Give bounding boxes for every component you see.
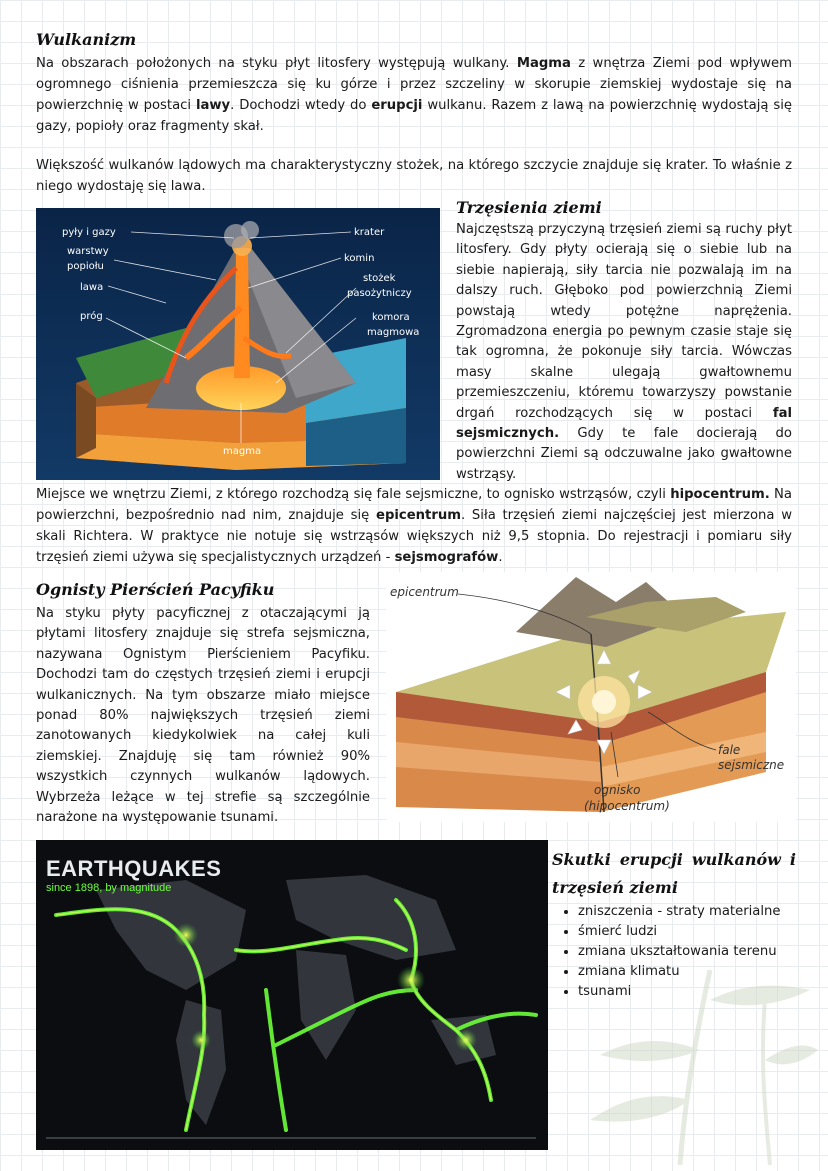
- term-hipocentrum: hipocentrum.: [670, 487, 770, 502]
- label-pyly-i-gazy: pyły i gazy: [62, 227, 116, 238]
- term-epicentrum: epicentrum: [376, 508, 461, 523]
- label-lawa: lawa: [80, 282, 104, 293]
- term-fale-sejsmiczne: fal sejsmicznych.: [456, 405, 792, 442]
- earthquake-diagram: [386, 572, 796, 822]
- term-lawa: lawy: [195, 98, 231, 113]
- label-epicentrum: epicentrum: [390, 585, 459, 599]
- label-krater: krater: [354, 227, 385, 238]
- earthquakes-map: [36, 840, 548, 1150]
- volcanism-title: Wulkanizm: [36, 30, 137, 49]
- label-prog: próg: [80, 311, 103, 322]
- text-span: Na obszarach położonych na styku płyt litosfery występują wulkany.: [36, 56, 517, 71]
- label-hipocentrum: (hipocentrum): [584, 799, 670, 813]
- text-span: Gdy te fale docierają do powierzchni Ziemi są odczuwalne jako gwałtowne wstrząsy.: [456, 426, 792, 482]
- text-span: .: [498, 550, 503, 565]
- text-span: Najczęstszą przyczyną trzęsień ziemi są ruchy płyt litosfery. Gdy płyty ocierają się o siebie lub na siebie napierają, siły tarcia nie pozwalają im na dalszy ruch. Głęboko pod powierzchnią Ziemi powstają wtedy potężne naprężenia. Zgromadzona energia po pewnym czasie staje się tak ogromna, że pokonuje siły tarcia. Wówczas masy skalne ulegają gwałtownemu przemieszczeniu, któremu towarzyszy powstanie drgań rozchodzących się w postaci: [456, 222, 792, 421]
- label-stozek: stożek: [363, 273, 396, 284]
- label-popiolu: popiołu: [67, 261, 104, 272]
- list-item: • śmierć ludzi: [578, 922, 818, 942]
- volcanism-paragraph-1: [36, 53, 792, 137]
- text-span: z wnętrza Ziemi pod wpływem ogromnego ciśnienia przemieszcza się ku górze i przez szczeliny w skorupie ziemskiej wydostaje się na powierzchnię w postaci: [36, 56, 792, 113]
- map-subtitle: since 1898, by magnitude: [46, 882, 172, 894]
- text-span: . Dochodzi wtedy do: [230, 98, 372, 113]
- text-span: Na powierzchni, bezpośrednio nad nim, znajduje się: [36, 487, 792, 523]
- label-ognisko: ognisko: [594, 783, 641, 797]
- text-span: . Siła trzęsień ziemi najczęściej jest mierzona w skali Richtera. W praktyce nie notuje się wstrząsów większych niż 9,5 stopnia. Do rejestracji i pomiaru siły trzęsień ziemi używa się specjalistycznych urządzeń -: [36, 508, 793, 565]
- ring-of-fire-paragraph: Na styku płyty pacyficznej z otaczającymi ją płytami litosfery znajduje się strefa sejsmiczna, nazywana Ognistym Pierścieniem Pacyfiku. Dochodzi tam do częstych trzęsień ziemi i erupcji wulkanicznych. Na tym obszarze miało miejsce ponad 80% największych trzęsień ziemi zanotowanych kiedykolwiek na całej kuli ziemskiej. Znajduję się tam również 90% wszystkich czynnych wulkanów lądowych. Wybrzeża leżące w tej strefie są szczególnie narażone na występowanie tsunami.: [36, 606, 370, 826]
- label-magmowa: magmowa: [367, 327, 420, 338]
- earthquakes-title: Trzęsienia ziemi: [456, 198, 602, 217]
- volcano-illustration: [36, 208, 440, 480]
- list-item: • zniszczenia - straty materialne: [578, 902, 818, 922]
- term-sejsmografy: sejsmografów: [394, 550, 499, 565]
- label-magma: magma: [223, 446, 262, 457]
- map-title: EARTHQUAKES: [46, 856, 222, 881]
- label-sejsmiczne: sejsmiczne: [718, 758, 785, 772]
- label-komora: komora: [372, 312, 410, 323]
- earthquake-illustration: [386, 572, 796, 822]
- volcanism-paragraph-2: Większość wulkanów lądowych ma charakterystyczny stożek, na którego szczycie znajduje się krater. To właśnie z niego wydostaję się lawa.: [36, 158, 792, 194]
- list-item: • zmiana klimatu: [578, 962, 818, 982]
- list-item: • tsunami: [578, 982, 818, 1002]
- earthquakes-paragraph-2: [36, 484, 792, 568]
- text-span: wulkanu. Razem z lawą na powierzchnię wydostają się gazy, popioły oraz fragmenty skał.: [36, 98, 792, 134]
- list-item: • zmiana ukształtowania terenu: [578, 942, 818, 962]
- text-span: Miejsce we wnętrzu Ziemi, z którego rozchodzą się fale sejsmiczne, to ognisko wstrząsów, czyli: [36, 487, 671, 502]
- volcano-diagram: [36, 208, 440, 480]
- label-komin: komin: [344, 253, 375, 264]
- label-warstwy: warstwy: [67, 246, 109, 257]
- term-erupcja: erupcji: [371, 98, 423, 113]
- label-pasozytniczy: pasożytniczy: [347, 288, 412, 299]
- term-magma: Magma: [516, 56, 571, 71]
- ring-of-fire-title: Ognisty Pierścień Pacyfiku: [36, 580, 275, 599]
- earthquakes-paragraph-1: [456, 220, 792, 485]
- effects-title: Skutki erupcji wulkanów i trzęsień ziemi: [552, 850, 796, 897]
- bamboo-decoration: [560, 940, 820, 1165]
- label-fale: fale: [718, 743, 741, 757]
